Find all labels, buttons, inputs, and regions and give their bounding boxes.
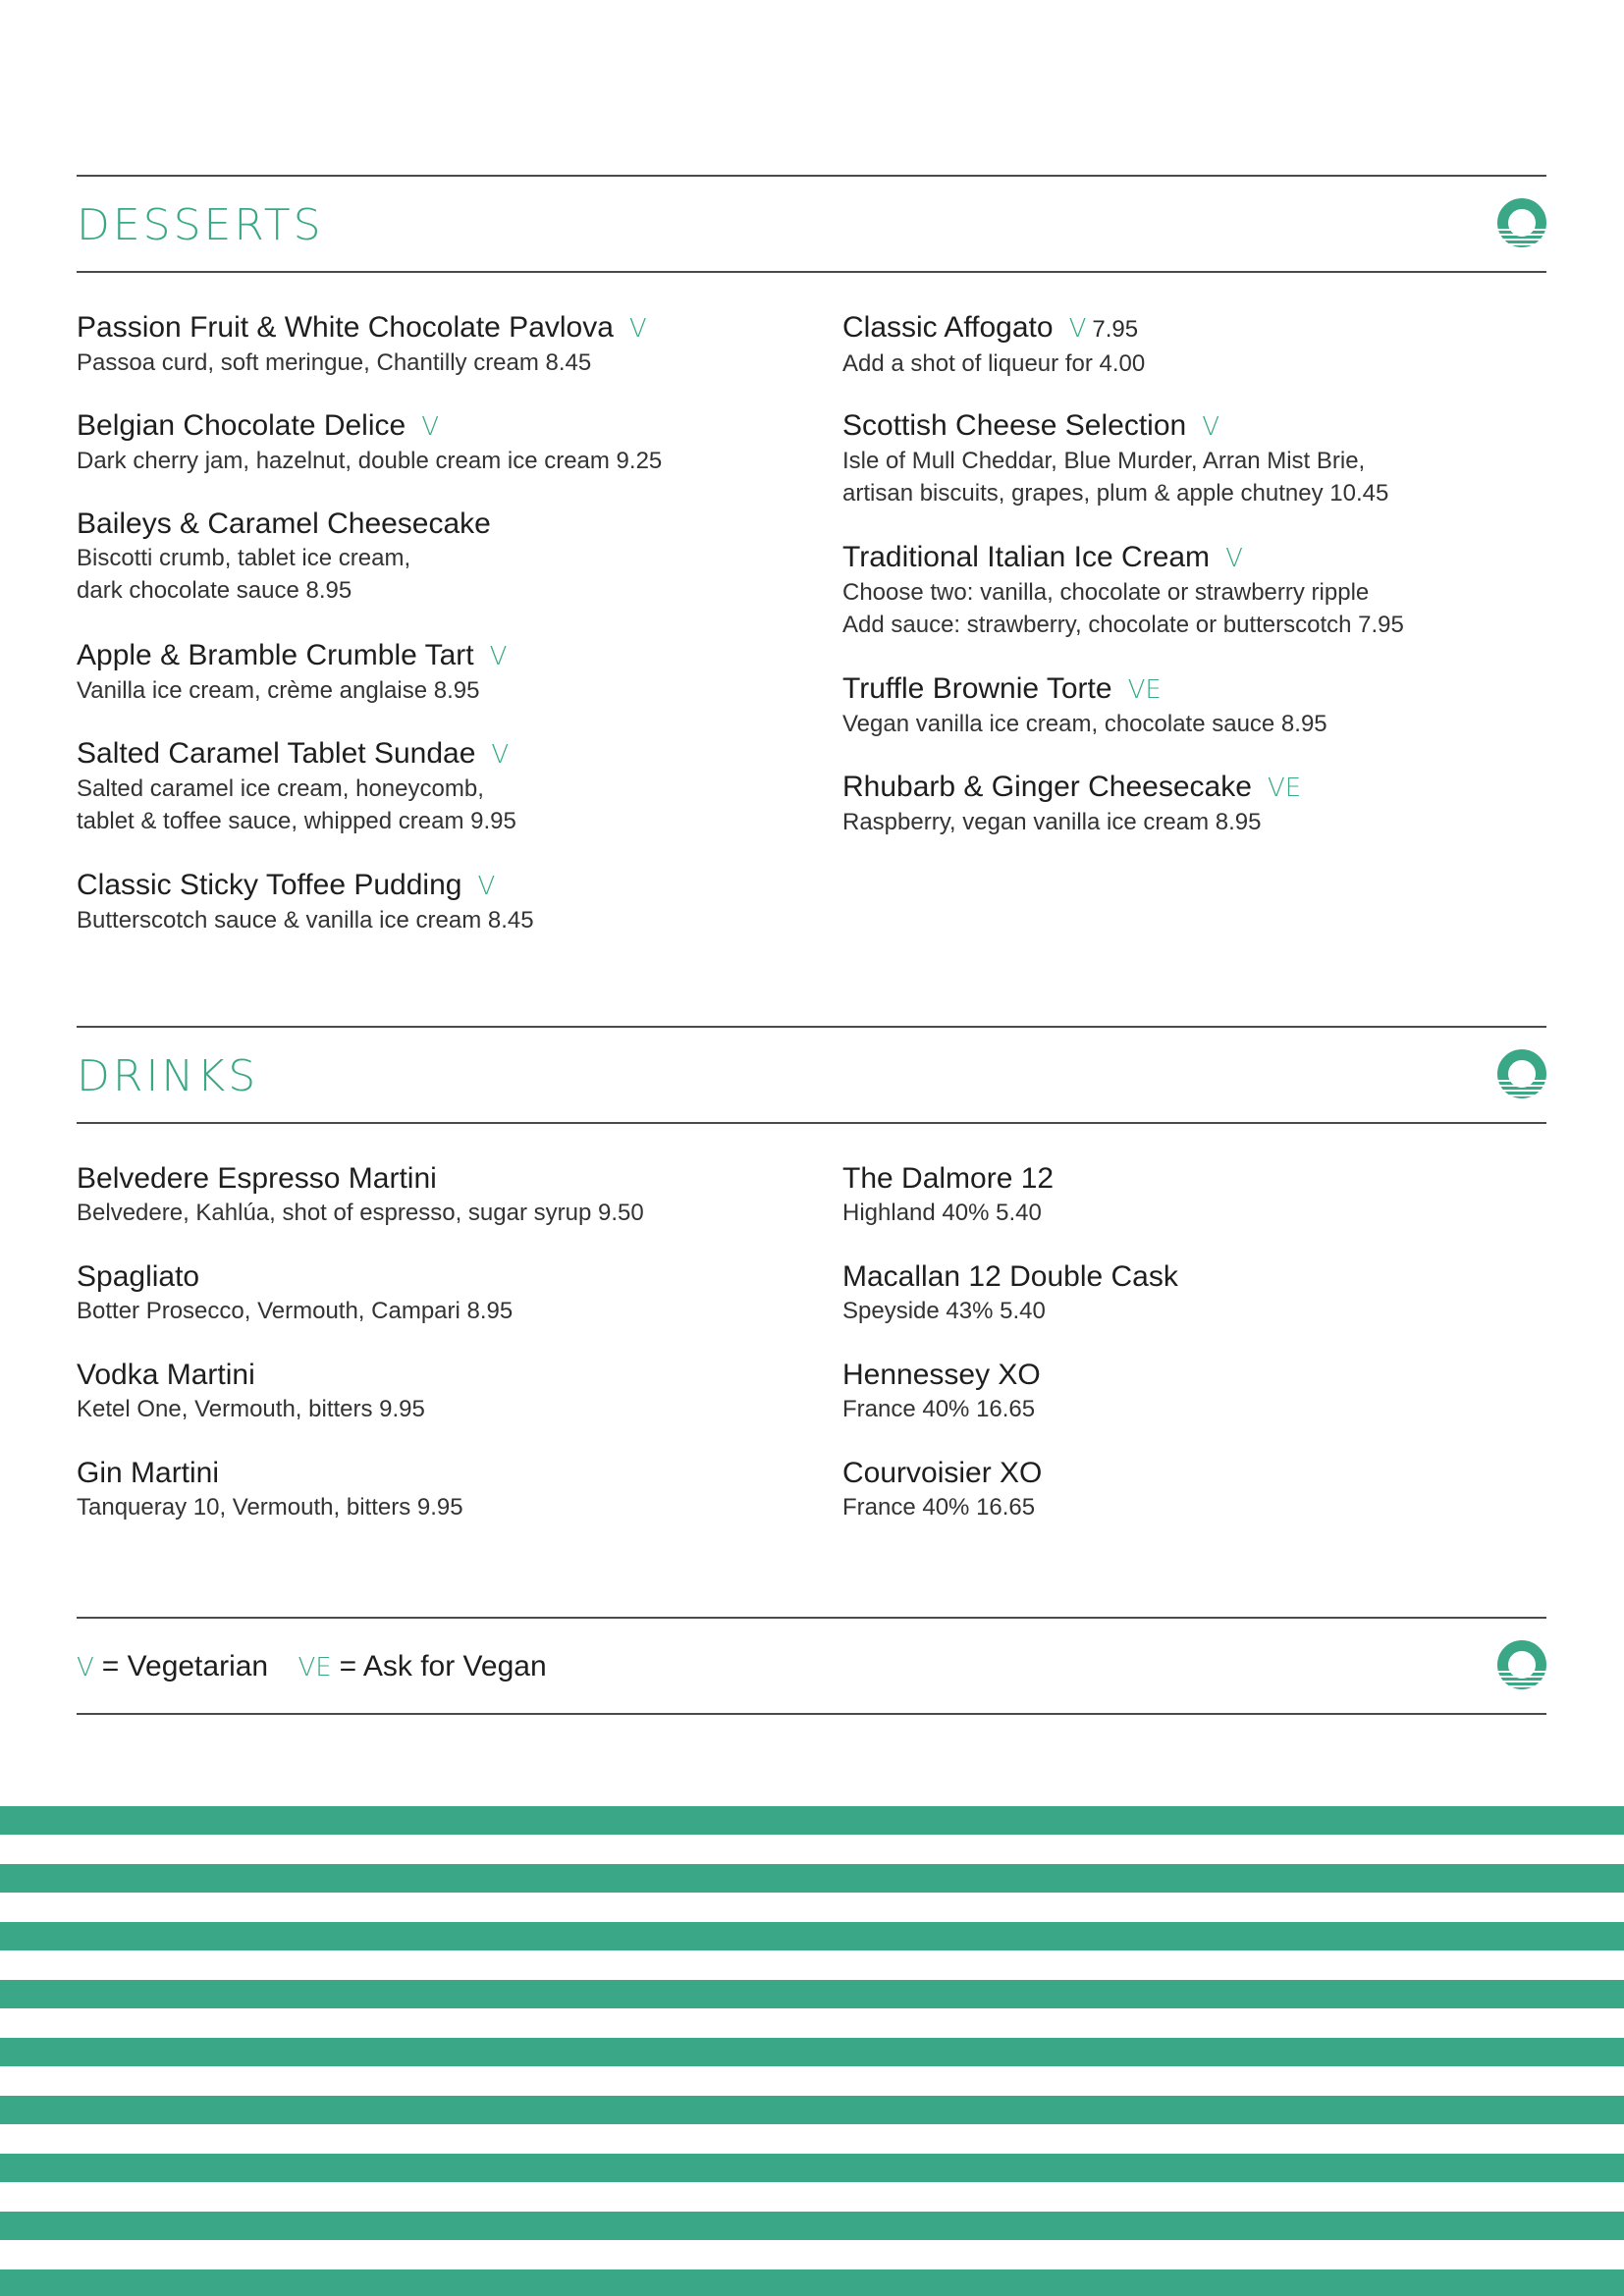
item-name: Passion Fruit & White Chocolate Pavlova	[77, 311, 614, 344]
vegetarian-badge: V	[1202, 412, 1219, 442]
item-description: Belvedere, Kahlúa, shot of espresso, sugar syrup 9.50	[77, 1200, 644, 1226]
menu-item	[77, 310, 784, 379]
menu-item	[77, 507, 784, 607]
menu-item	[842, 1161, 1549, 1229]
item-name: Baileys & Caramel Cheesecake	[77, 507, 491, 540]
vegan-symbol: VE	[298, 1653, 332, 1682]
circle-ring-icon	[1497, 1049, 1546, 1098]
item-description: France 40% 16.65	[842, 1396, 1036, 1422]
menu-item	[842, 770, 1549, 838]
menu-item	[842, 310, 1549, 380]
item-description: Choose two: vanilla, chocolate or strawberry ripple	[842, 579, 1370, 606]
item-description: Speyside 43% 5.40	[842, 1298, 1046, 1324]
menu-item	[77, 1456, 784, 1523]
item-name: Classic Sticky Toffee Pudding	[77, 869, 462, 901]
item-price: 7.95	[1092, 316, 1139, 343]
menu-item	[77, 868, 784, 936]
menu-item	[842, 408, 1549, 509]
item-description: Vanilla ice cream, crème anglaise 8.95	[77, 677, 480, 704]
drinks-section	[77, 1026, 1546, 1536]
vegetarian-badge: V	[421, 412, 439, 442]
circle-ring-icon	[1497, 198, 1546, 247]
item-name: Scottish Cheese Selection	[842, 409, 1187, 442]
item-description: Add a shot of liqueur for 4.00	[842, 350, 1146, 377]
vegan-badge: VE	[1267, 774, 1302, 803]
item-description: Raspberry, vegan vanilla ice cream 8.95	[842, 809, 1262, 835]
vegetarian-badge: V	[477, 872, 496, 901]
item-description: Botter Prosecco, Vermouth, Campari 8.95	[77, 1298, 514, 1324]
menu-item	[77, 736, 784, 837]
circle-ring-icon	[1497, 1640, 1546, 1689]
dietary-key	[77, 1650, 547, 1683]
menu-item	[842, 671, 1549, 740]
vegan-badge: VE	[1127, 675, 1162, 705]
item-name: Truffle Brownie Torte	[842, 672, 1112, 705]
item-description: Dark cherry jam, hazelnut, double cream ice cream 9.25	[77, 448, 663, 474]
vegetarian-badge: V	[491, 740, 510, 770]
item-description: Vegan vanilla ice cream, chocolate sauce 8.95	[842, 711, 1327, 737]
item-description: Isle of Mull Cheddar, Blue Murder, Arran Mist Brie,	[842, 448, 1366, 474]
item-description: Tanqueray 10, Vermouth, bitters 9.95	[77, 1494, 463, 1521]
item-name: Salted Caramel Tablet Sundae	[77, 737, 476, 770]
item-description: Ketel One, Vermouth, bitters 9.95	[77, 1396, 425, 1422]
item-description: tablet & toffee sauce, whipped cream 9.95	[77, 808, 516, 834]
menu-item	[842, 540, 1549, 641]
vegetarian-badge: V	[1225, 544, 1243, 573]
vegetarian-label: = Vegetarian	[101, 1650, 269, 1682]
decorative-stripes	[0, 1806, 1624, 2296]
item-name: Spagliato	[77, 1260, 200, 1293]
vegetarian-badge: V	[1068, 314, 1087, 344]
item-description: Add sauce: strawberry, chocolate or butterscotch 7.95	[842, 612, 1404, 638]
item-description: artisan biscuits, grapes, plum & apple chutney 10.45	[842, 480, 1389, 507]
dietary-key-section	[77, 1617, 1546, 1715]
item-description: France 40% 16.65	[842, 1494, 1036, 1521]
item-description: Passoa curd, soft meringue, Chantilly cream 8.45	[77, 349, 592, 376]
drinks-bottom-rule	[77, 1122, 1546, 1124]
item-description: Biscotti crumb, tablet ice cream,	[77, 545, 411, 571]
item-description: Salted caramel ice cream, honeycomb,	[77, 775, 484, 802]
item-name: Traditional Italian Ice Cream	[842, 541, 1211, 573]
item-name: The Dalmore 12	[842, 1162, 1055, 1195]
menu-item	[842, 1259, 1549, 1327]
item-name: Rhubarb & Ginger Cheesecake	[842, 771, 1252, 803]
desserts-section	[77, 175, 1546, 960]
menu-item	[77, 1161, 784, 1229]
item-description: dark chocolate sauce 8.95	[77, 577, 352, 604]
vegan-label: = Ask for Vegan	[339, 1650, 547, 1682]
vegetarian-badge: V	[628, 314, 647, 344]
item-name: Courvoisier XO	[842, 1457, 1043, 1489]
drinks-title: DRINKS	[77, 1051, 259, 1101]
item-description: Highland 40% 5.40	[842, 1200, 1042, 1226]
menu-item	[842, 1456, 1549, 1523]
item-name: Classic Affogato	[842, 311, 1054, 344]
item-name: Belgian Chocolate Delice	[77, 409, 406, 442]
drinks-top-rule	[77, 1026, 1546, 1028]
item-description: Butterscotch sauce & vanilla ice cream 8.45	[77, 907, 534, 934]
key-top-rule	[77, 1617, 1546, 1619]
menu-item	[842, 1358, 1549, 1425]
menu-item	[77, 1259, 784, 1327]
menu-item	[77, 1358, 784, 1425]
item-name: Macallan 12 Double Cask	[842, 1260, 1178, 1293]
desserts-title: DESSERTS	[77, 200, 324, 250]
desserts-bottom-rule	[77, 271, 1546, 273]
vegetarian-symbol: V	[77, 1653, 94, 1682]
item-name: Belvedere Espresso Martini	[77, 1162, 437, 1195]
menu-item	[77, 638, 784, 707]
item-name: Gin Martini	[77, 1457, 220, 1489]
key-bottom-rule	[77, 1713, 1546, 1715]
desserts-top-rule	[77, 175, 1546, 177]
item-name: Apple & Bramble Crumble Tart	[77, 639, 474, 671]
item-name: Hennessey XO	[842, 1359, 1041, 1391]
menu-item	[77, 408, 784, 477]
vegetarian-badge: V	[489, 642, 508, 671]
item-name: Vodka Martini	[77, 1359, 255, 1391]
